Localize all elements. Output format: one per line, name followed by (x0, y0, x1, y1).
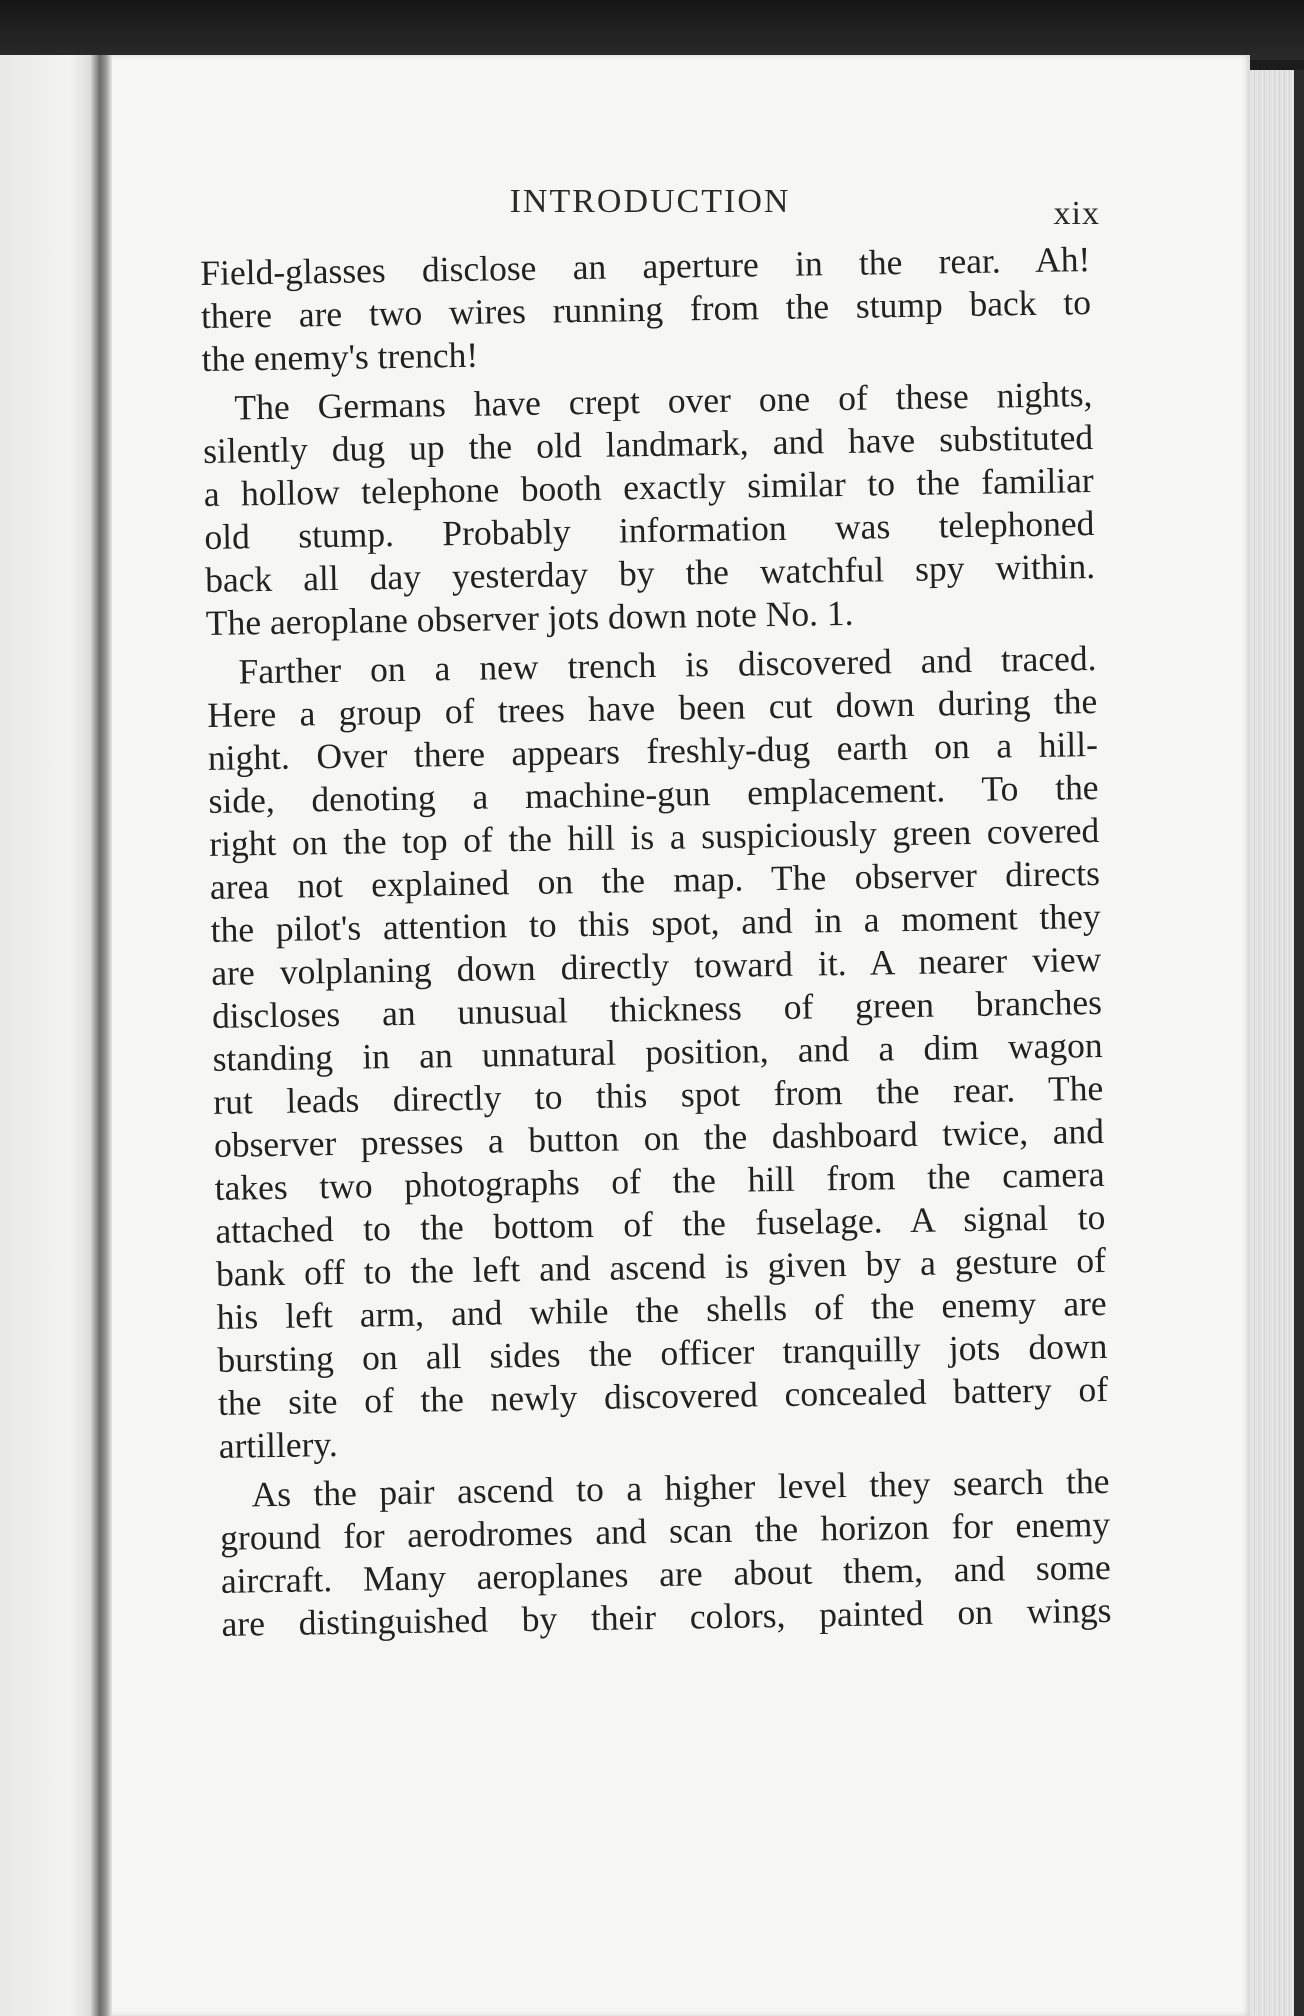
text-line: there are two wires running from the stump back to (200, 282, 1092, 336)
text-line: standing in an unnatural position, and a dim wagon (212, 1024, 1103, 1079)
text-line: silently dug up the old landmark, and have substituted (202, 416, 1094, 471)
page-edges (1244, 70, 1304, 2016)
text-line: ground for aerodromes and scan the horizon for enemy (219, 1503, 1111, 1558)
text-line: are volplaning down directly toward it. A nearer view (211, 938, 1102, 993)
text-line: The Germans have crept over one of these nights, (234, 374, 1093, 428)
text-line: aircraft. Many aeroplanes are about them, and some (220, 1546, 1112, 1601)
text-line: attached to the bottom of the fuselage. A signal to (215, 1196, 1106, 1251)
paragraph (200, 238, 1092, 381)
text-line: night. Over there appears freshly-dug earth on a hill- (207, 723, 1099, 778)
running-head: INTRODUCTION (509, 183, 791, 220)
text-line: area not explained on the map. The observer directs (209, 852, 1101, 907)
text-line: old stump. Probably information was telephoned (204, 502, 1095, 557)
text-line: As the pair ascend to a higher level they search the (251, 1460, 1110, 1515)
text-line: The aeroplane observer jots down note No. 1. (205, 592, 854, 643)
paragraph (206, 637, 1109, 1468)
body-text (200, 238, 1112, 1652)
text-line: artillery. (218, 1423, 338, 1466)
text-line: a hollow telephone booth exactly similar to the familiar (203, 459, 1095, 514)
text-line: back all day yesterday by the watchful spy within. (204, 545, 1096, 600)
text-line: side, denoting a machine-gun emplacement. To the (208, 766, 1099, 821)
paragraph (202, 373, 1096, 645)
text-line: Here a group of trees have been cut down during the (206, 680, 1098, 735)
text-line: takes two photographs of the hill from the camera (214, 1153, 1105, 1208)
text-line: Field-glasses disclose an aperture in the rear. Ah! (200, 239, 1091, 293)
text-line: discloses an unusual thickness of green branches (211, 981, 1103, 1036)
page-number: xix (1053, 195, 1100, 232)
text-line: the pilot's attention to this spot, and in a moment they (210, 895, 1101, 950)
text-line: are distinguished by their colors, painted on wings (221, 1589, 1112, 1644)
text-line: bursting on all sides the officer tranquilly jots down (217, 1325, 1108, 1380)
text-line: observer presses a button on the dashboard twice, and (213, 1110, 1105, 1165)
page-header (240, 183, 1100, 243)
scan-background (0, 0, 1304, 60)
text-line: the enemy's trench! (201, 334, 479, 379)
text-line: Farther on a new trench is discovered and traced. (238, 637, 1097, 692)
binding-gutter (0, 55, 112, 2016)
text-line: the site of the newly discovered concealed battery of (217, 1368, 1109, 1423)
text-line: his left arm, and while the shells of the enemy are (216, 1282, 1107, 1337)
text-line: bank off to the left and ascend is given by a gesture of (215, 1239, 1107, 1294)
paragraph (219, 1460, 1112, 1646)
text-line: right on the top of the hill is a suspiciously green covered (208, 809, 1100, 864)
text-line: rut leads directly to this spot from the rear. The (213, 1067, 1104, 1122)
